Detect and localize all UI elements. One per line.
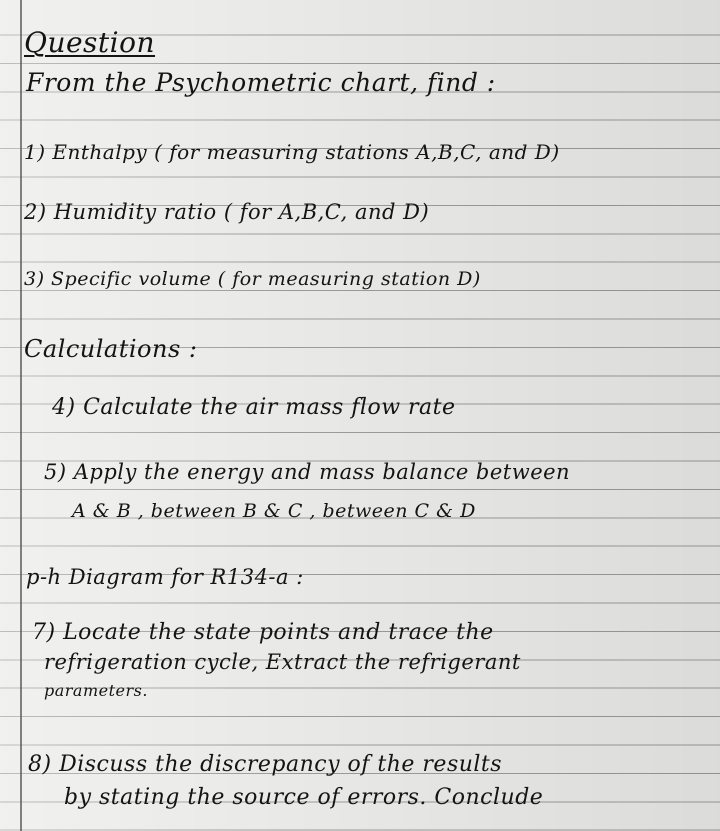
ph-item-state-points-cont: refrigeration cycle, Extract the refrigerant — [44, 650, 521, 674]
question-item-enthalpy: 1) Enthalpy ( for measuring stations A,B,C, and D) — [24, 140, 560, 164]
ph-item-state-points-end: parameters. — [44, 681, 148, 700]
calculations-title: Calculations : — [24, 335, 198, 363]
ph-item-state-points: 7) Locate the state points and trace the — [32, 620, 494, 645]
question-title: Question — [24, 26, 156, 59]
question-item-humidity-ratio: 2) Humidity ratio ( for A,B,C, and D) — [24, 200, 430, 224]
question-intro: From the Psychometric chart, find : — [26, 68, 496, 97]
discussion-item: 8) Discuss the discrepancy of the results — [28, 752, 503, 777]
ph-diagram-title: p-h Diagram for R134-a : — [26, 565, 304, 589]
margin-line — [20, 0, 22, 831]
calculation-item-energy-balance-cont: A & B , between B & C , between C & D — [72, 500, 476, 522]
calculation-item-energy-balance: 5) Apply the energy and mass balance between — [44, 460, 571, 484]
question-item-specific-volume: 3) Specific volume ( for measuring station D) — [24, 268, 481, 290]
discussion-item-cont: by stating the source of errors. Conclude — [64, 785, 544, 810]
calculation-item-mass-flow: 4) Calculate the air mass flow rate — [52, 395, 456, 420]
